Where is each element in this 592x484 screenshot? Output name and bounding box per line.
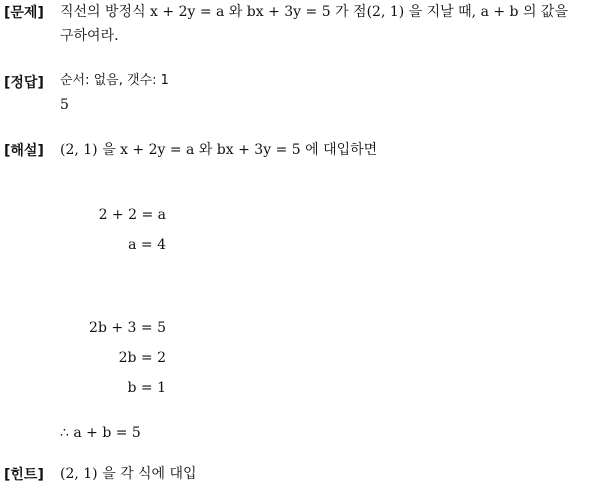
problem-line-1: 직선의 방정식 x + 2y = a 와 bx + 3y = 5 가 점(2, 1) 을 지날 때, a + b 의 값을 (60, 4, 568, 20)
answer-tag: [정답] (4, 75, 44, 91)
problem-line-2: 구하여라. (60, 28, 119, 44)
solution-intro: (2, 1) 을 x + 2y = a 와 bx + 3y = 5 에 대입하면 (60, 142, 378, 158)
hint-text: (2, 1) 을 각 식에 대입 (60, 466, 197, 482)
answer-value: 5 (60, 97, 69, 113)
solution-equation-2: a = 4 (128, 237, 166, 253)
solution-equation-1: 2 + 2 = a (98, 207, 166, 223)
hint-tag: [힌트] (4, 467, 44, 483)
solution-conclusion: ∴ a + b = 5 (60, 425, 141, 441)
problem-tag: [문제] (4, 5, 44, 21)
solution-equation-4: 2b = 2 (118, 350, 166, 366)
solution-equation-3: 2b + 3 = 5 (89, 320, 166, 336)
solution-tag: [해설] (4, 143, 44, 159)
solution-equation-5: b = 1 (127, 380, 166, 396)
answer-meta: 순서: 없음, 갯수: 1 (60, 73, 169, 88)
